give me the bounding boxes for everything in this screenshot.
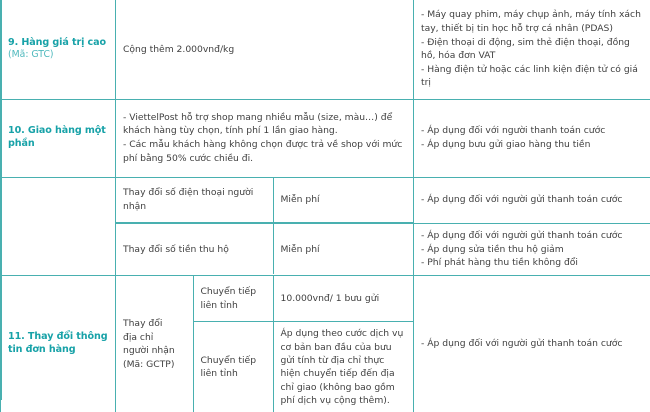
service-list (123, 317, 186, 371)
item-fee-forward-1 (273, 276, 414, 322)
subrow-notes-address (414, 275, 650, 412)
table-row (1, 99, 650, 177)
notes-list (421, 124, 643, 151)
description-list (123, 111, 406, 165)
table-row (1, 275, 650, 412)
row-label-change-order-info (1, 177, 116, 275)
subtable-host-lower (116, 275, 414, 412)
subrow-notes-cod (414, 224, 650, 276)
change-info-subtable-upper (116, 178, 414, 224)
subrow-fee-cod (273, 224, 414, 274)
notes-list (421, 229, 643, 270)
row-label-title: 10. Giao hàng một phần (8, 125, 108, 151)
subrow-service-cod (116, 224, 273, 274)
subrow-notes-phone (414, 177, 650, 224)
item-type-text: Chuyển tiếp liên tỉnh (201, 286, 257, 310)
row-notes-high-value (414, 0, 650, 99)
note-line: - Phí phát hàng thu tiền không đổi (421, 256, 643, 270)
notes-list (421, 193, 643, 207)
row-description-partial-delivery (116, 99, 414, 177)
fee-text: Miễn phí (281, 194, 320, 205)
item-type-forward-2 (193, 322, 273, 412)
row-label-title: 11. Thay đổi thông tin đơn hàng (8, 331, 108, 357)
note-line: - Áp dụng sửa tiền thu hộ giảm (421, 243, 643, 257)
description-line: - Các mẫu khách hàng không chọn được trả về shop với mức phí bằng 50% cước chiều đi. (123, 138, 406, 165)
subtable-host-upper (116, 177, 414, 224)
note-line: - Áp dụng đối với người gửi thanh toán cước (421, 337, 643, 351)
note-line: - Áp dụng bưu gửi giao hàng thu tiền (421, 138, 643, 152)
row-description-high-value (116, 0, 414, 99)
description-line: - ViettelPost hỗ trợ shop mang nhiều mẫu (size, màu…) để khách hàng tùy chọn, tính phí 1 lần giao hàng. (123, 111, 406, 138)
row-label-partial-delivery (1, 99, 116, 177)
item-fee-forward-2 (273, 322, 414, 412)
subtable-row (116, 178, 414, 223)
table-row (1, 177, 650, 224)
subtable-row (116, 224, 414, 274)
note-line: - Áp dụng đối với người thanh toán cước (421, 124, 643, 138)
note-line: - Máy quay phim, máy chụp ảnh, máy tính xách tay, thiết bị tin học hỗ trợ cá nhân (PDAS) (421, 8, 643, 35)
change-info-subtable-middle (116, 224, 414, 274)
service-text: Thay đổi số điện thoại người nhận (123, 187, 253, 211)
service-line: (Mã: GCTP) (123, 358, 186, 372)
row-label-change-order-info-title (1, 275, 116, 412)
table-row (1, 0, 650, 99)
description-text: Cộng thêm 2.000vnđ/kg (123, 44, 234, 55)
subrow-service-phone (116, 178, 273, 223)
row-label-title: 9. Hàng giá trị cao (8, 37, 108, 50)
note-line: - Áp dụng đối với người gửi thanh toán cước (421, 229, 643, 243)
row-notes-partial-delivery (414, 99, 650, 177)
notes-list (421, 337, 643, 351)
subrow-fee-phone (273, 178, 414, 223)
left-edge-accent (0, 0, 2, 400)
fee-text: Miễn phí (281, 244, 320, 255)
service-line: người nhận (123, 344, 186, 358)
note-line: - Điện thoại di động, sim thẻ điện thoại, đồng hồ, hóa đơn VAT (421, 36, 643, 63)
row-label-high-value (1, 0, 116, 99)
subtable-host-middle (116, 224, 414, 276)
note-line: - Áp dụng đối với người gửi thanh toán cước (421, 193, 643, 207)
item-fee-text: 10.000vnđ/ 1 bưu gửi (281, 293, 380, 304)
item-type-forward-1 (193, 276, 273, 322)
service-line: Thay đổi (123, 317, 186, 331)
subrow-service-address (116, 276, 193, 412)
notes-list (421, 8, 643, 90)
note-line: - Hàng điện tử hoặc các linh kiện điện tử có giá trị (421, 63, 643, 90)
service-line: địa chỉ (123, 331, 186, 345)
subtable-row (116, 276, 414, 322)
item-type-text: Chuyển tiếp liên tỉnh (201, 355, 257, 379)
row-label-code: (Mã: GTC) (8, 49, 108, 62)
item-fee-text: Áp dụng theo cước dịch vụ cơ bản ban đầu của bưu gửi tính từ địa chỉ thực hiện chuyển tiếp đến địa chỉ giao (không bao gồm phí dịch vụ cộng thêm). (281, 328, 404, 406)
change-info-subtable-lower (116, 276, 414, 412)
service-text: Thay đổi số tiền thu hộ (123, 244, 229, 255)
